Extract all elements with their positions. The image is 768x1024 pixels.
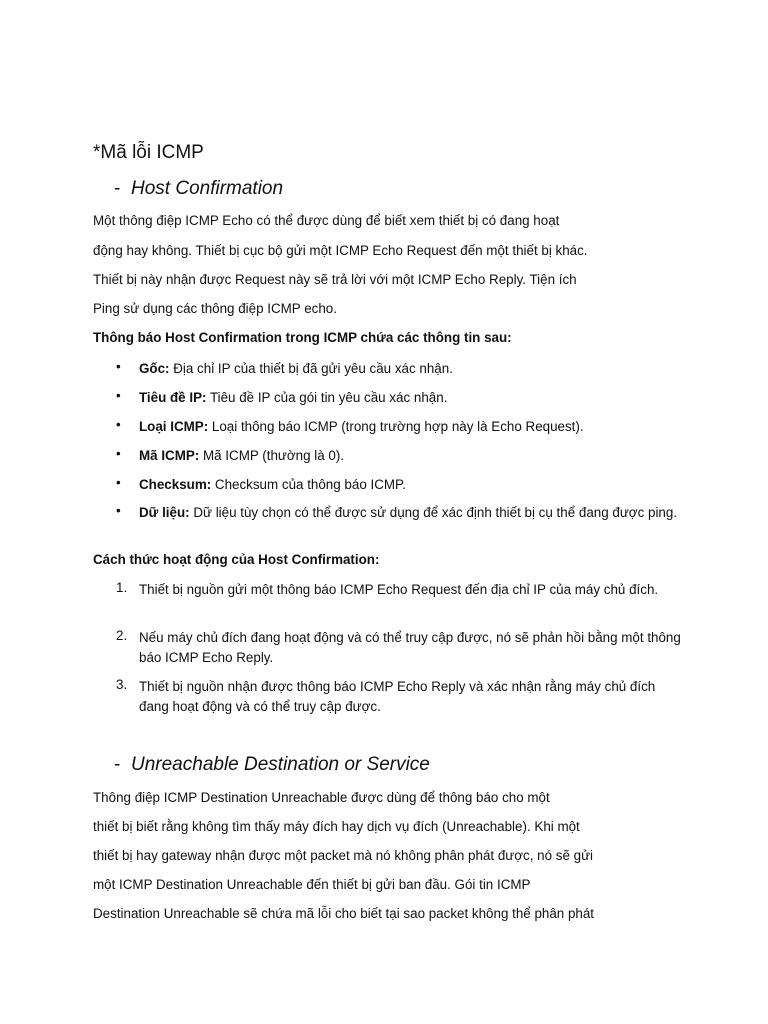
bullet-dot-icon: •	[116, 359, 121, 374]
section-dash: -	[114, 178, 121, 199]
bullet-dot-icon: •	[116, 388, 121, 403]
step-number: 1.	[116, 580, 128, 595]
bullet-text: Dữ liệu tùy chọn có thể được sử dụng để xác định thiết bị cụ thể đang được ping.	[189, 505, 678, 520]
step-text: Nếu máy chủ đích đang hoạt động và có thể truy cập được, nó sẽ phản hồi bằng một thông báo ICMP Echo Reply.	[139, 630, 681, 665]
step-text: Thiết bị nguồn gửi một thông báo ICMP Echo Request đến địa chỉ IP của máy chủ đích.	[139, 582, 659, 597]
bullet-term: Gốc:	[139, 361, 170, 376]
paragraph-line: thiết bị hay gateway nhận được một packet mà nó không phân phát được, nó sẽ gửi	[93, 848, 594, 863]
bullet-text: Checksum của thông báo ICMP.	[211, 477, 406, 492]
bullet-text: Mã ICMP (thường là 0).	[199, 448, 345, 463]
paragraph-line: Thiết bị này nhận được Request này sẽ trả lời với một ICMP Echo Reply. Tiện ích	[93, 272, 577, 287]
bullet-term: Dữ liệu:	[139, 505, 190, 520]
bullet-term: Tiêu đề IP:	[139, 390, 207, 405]
section-title-unreachable	[114, 754, 430, 776]
bullet-term: Checksum:	[139, 477, 212, 492]
step-number: 2.	[116, 628, 128, 643]
paragraph-line: một ICMP Destination Unreachable đến thiết bị gửi ban đầu. Gói tin ICMP	[93, 877, 531, 892]
paragraph-line: Destination Unreachable sẽ chứa mã lỗi cho biết tại sao packet không thể phân phát	[93, 906, 595, 921]
paragraph-line: động hay không. Thiết bị cục bộ gửi một ICMP Echo Request đến một thiết bị khác.	[93, 243, 588, 258]
bullet-dot-icon: •	[116, 446, 121, 461]
bullet-text: Loại thông báo ICMP (trong trường hợp này là Echo Request).	[208, 419, 584, 434]
info-heading: Thông báo Host Confirmation trong ICMP chứa các thông tin sau:	[93, 330, 512, 345]
bullet-term: Mã ICMP:	[139, 448, 200, 463]
paragraph-line: Một thông điệp ICMP Echo có thể được dùng để biết xem thiết bị có đang hoạt	[93, 213, 560, 228]
how-heading: Cách thức hoạt động của Host Confirmation:	[93, 552, 380, 567]
step-text: Thiết bị nguồn nhận được thông báo ICMP Echo Reply và xác nhận rằng máy chủ đích đang hoạt động và có thể truy cập được.	[139, 679, 656, 714]
bullet-term: Loại ICMP:	[139, 419, 209, 434]
paragraph-line: Thông điệp ICMP Destination Unreachable được dùng để thông báo cho một	[93, 790, 550, 805]
section-title-host-confirmation	[114, 178, 283, 200]
section-dash: -	[114, 754, 121, 775]
document-heading: *Mã lỗi ICMP	[93, 142, 204, 163]
paragraph-line: Ping sử dụng các thông điệp ICMP echo.	[93, 301, 337, 316]
step-number: 3.	[116, 677, 128, 692]
bullet-dot-icon: •	[116, 475, 121, 490]
bullet-dot-icon: •	[116, 503, 121, 518]
bullet-text: Tiêu đề IP của gói tin yêu cầu xác nhận.	[206, 390, 448, 405]
paragraph-line: thiết bị biết rằng không tìm thấy máy đích hay dịch vụ đích (Unreachable). Khi một	[93, 819, 580, 834]
bullet-dot-icon: •	[116, 417, 121, 432]
bullet-text: Địa chỉ IP của thiết bị đã gửi yêu cầu xác nhận.	[169, 361, 453, 376]
section-title-text: Unreachable Destination or Service	[131, 754, 430, 775]
section-title-text: Host Confirmation	[131, 178, 284, 199]
